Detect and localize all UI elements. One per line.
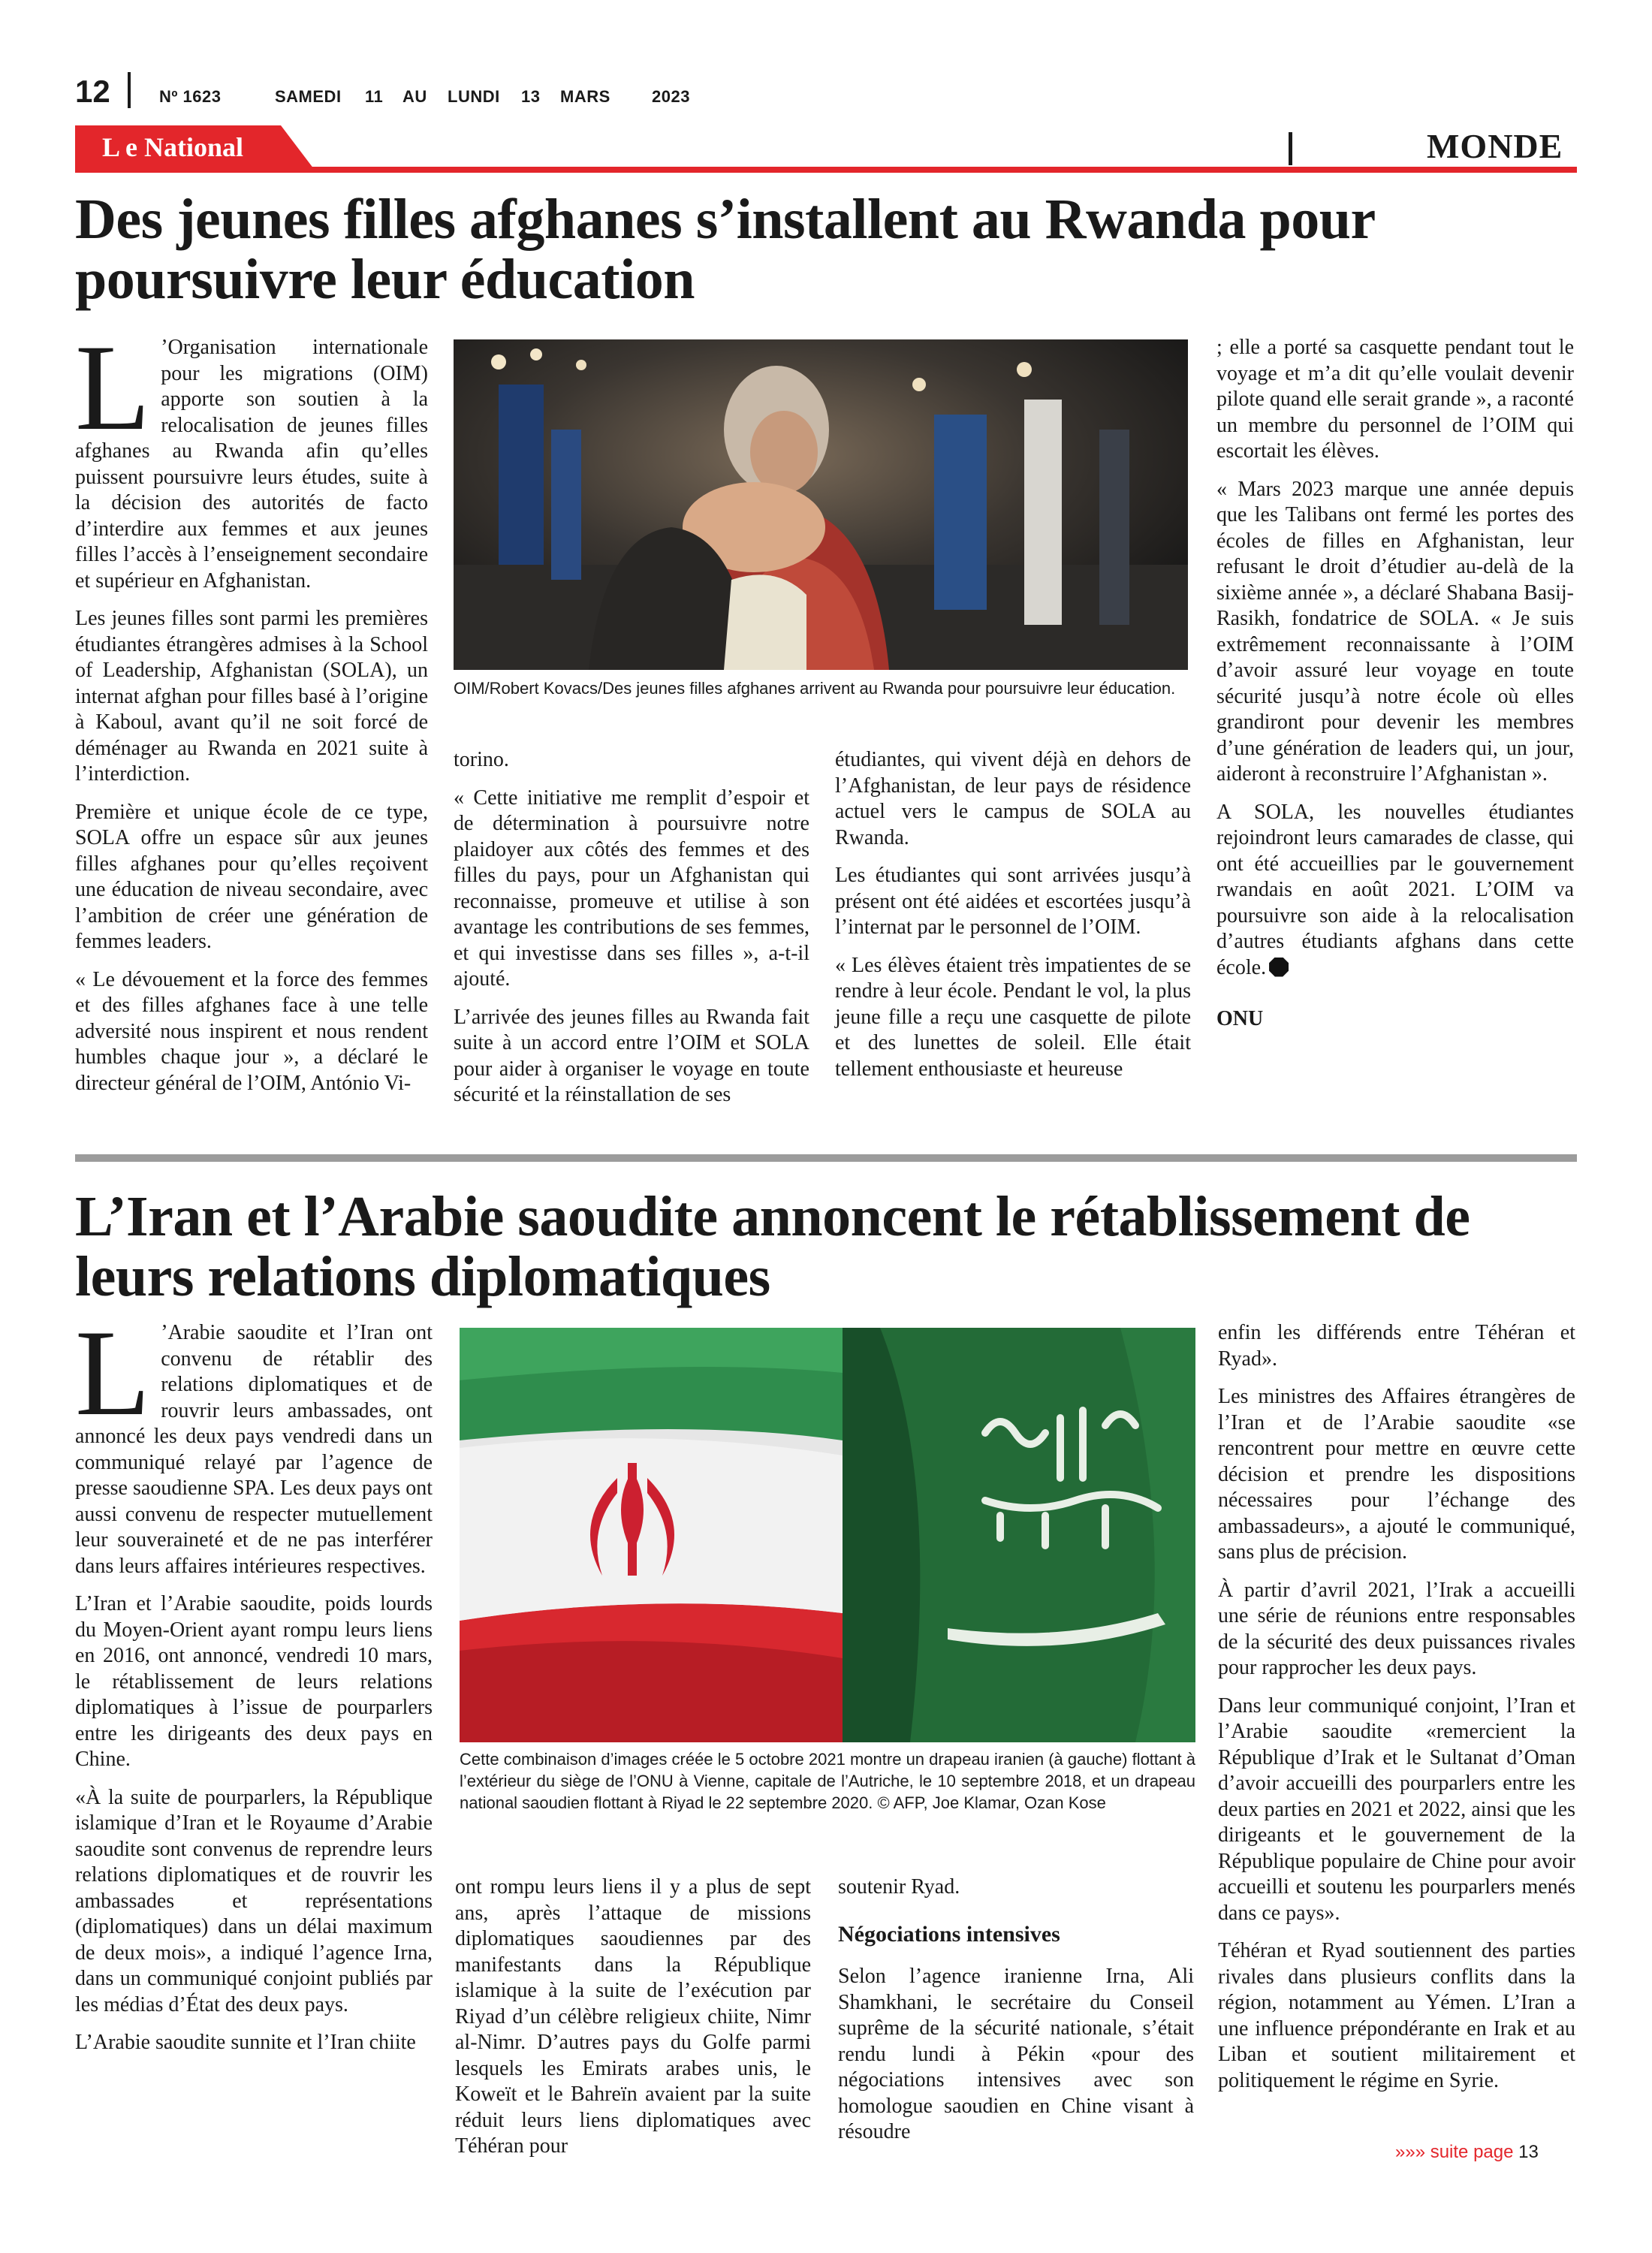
article2-col1-p3: «À la suite de pourparlers, la République islamique d’Iran et le Royaume d’Arabie saoudite sont convenus de reprendre leurs relations diplomatiques et de rouvrir les ambassades et représentations (diplomatiques) dans un délai maximum de deux mois», a indiqué l’agence Irna, dans un communiqué conjoint publiés par les médias d’État des deux pays. [75,1785,433,2016]
article2-col1-p1: ’Arabie saoudite et l’Iran ont convenu de rétablir des relations diplomatiques et de rouvrir leurs ambassades, ont annoncé les deux pays vendredi dans un communiqué relayé par l’agence de presse saoudienne SPA. Les deux pays ont aussi convenu de respecter mutuellement leur souveraineté et de ne pas interférer dans leurs affaires intérieures respectives. [75,1321,433,1578]
header-divider [128,72,131,108]
article1-headline [75,189,1577,309]
article2-col3-intro: soutenir Ryad. [838,1875,960,1899]
end-mark-icon [1269,958,1289,977]
article1-col2-p2: « Cette initiative me remplit d’espoir et de détermination à poursuivre notre plaidoyer aux côtés des femmes et des filles du pays, pour un Afghanistan qui reconnaisse, promeuve et utilise à son avantage les contributions de ses femmes, et qui investisse dans ses filles », a-t-il ajouté. [454,786,809,991]
section-title: MONDE [1427,127,1563,165]
header-rule [75,167,1577,173]
article1-caption: OIM/Robert Kovacs/Des jeunes filles afghanes arrivent au Rwanda pour poursuivre leur éducation. [454,679,1176,698]
photo-afghan-girls-image [454,339,1188,670]
article1-col4-p1: ; elle a porté sa casquette pendant tout le voyage et m’a dit qu’elle voulait devenir pilote quand elle serait grande », a raconté un membre du personnel de l’OIM qui escortait les élèves. [1216,336,1574,463]
article2-title-line1: L’Iran et l’Arabie saoudite annoncent le rétablissement de [75,1185,1470,1248]
article1-signature: ONU [1216,1007,1264,1030]
date-day1: SAMEDI [275,87,342,106]
article1-column-1 [75,320,428,1108]
article2-column-1 [75,1305,433,2068]
article1-column-2 [454,747,809,1120]
date-num1: 11 [365,87,384,106]
article1-title-line1: Des jeunes filles afghanes s’installent au Rwanda pour [75,188,1376,251]
article2-title-line2: leurs relations diplomatiques [75,1245,770,1308]
article1-col4-p3: A SOLA, les nouvelles étudiantes rejoindront leurs camarades de classe, qui ont été accueillies par le gouvernement rwandais en août 2021. L’OIM va poursuivre son aide à la relocalisation d’autres étudiants afghans dans cette école. [1216,800,1574,979]
article1-col4-p2: « Mars 2023 marque une année depuis que les Talibans ont fermé les portes des écoles de filles en Afghanistan, leur refusant le droit d’étudier au-delà de la sixième année », a déclaré Shabana Basij-Rasikh, fondatrice de SOLA. « Je suis extrêmement reconnaissante à l’OIM d’avoir assuré leur voyage en toute sécurité jusqu’à notre école où elles grandiront pour devenir les membres d’une génération de leaders qui, un jour, aideront à reconstruire l’Afghanistan ». [1216,477,1574,786]
article2-col3-p1: Selon l’agence iranienne Irna, Ali Shamkhani, le secrétaire du Conseil suprême de la sécurité nationale, s’était rendu lundi à Pékin «pour des négociations intensives avec son homologue saoudien en Chine visant à résoudre [838,1965,1194,2143]
article1-dropcap: L [75,320,151,456]
article1-column-4 [1216,335,1574,1033]
article2-caption: Cette combinaison d’images créée le 5 octobre 2021 montre un drapeau iranien (à gauche) flottant à l’extérieur du siège de l’ONU à Vienne, capitale de l’Autriche, le 10 septembre 2018, et un drapeau national saoudien flottant à Riyad le 22 septembre 2020. © AFP, Joe Klamar, Ozan Kose [460,1750,1195,1812]
article2-col4-p1: enfin les différends entre Téhéran et Ryad». [1218,1321,1575,1371]
issue-number: Nº 1623 [159,87,222,106]
article2-col4-p2: Les ministres des Affaires étrangères de l’Iran et de l’Arabie saoudite «se rencontrent pour mettre en œuvre cette décision et prendre les dispositions nécessaires pour l’échange des ambassadeurs», a ajouté le communiqué, sans plus de précision. [1218,1385,1575,1564]
article1-col1-p4: « Le dévouement et la force des femmes et des filles afghanes face à une telle adversité nous inspirent et nous rendent humbles chaque jour », a déclaré le directeur général de l’OIM, António Vi- [75,967,428,1095]
photo-flags-image [460,1328,1195,1742]
article1-column-3 [835,747,1191,1094]
date-year: 2023 [652,87,690,106]
article2-subhead: Négociations intensives [838,1921,1060,1947]
article1-col1-p3: Première et unique école de ce type, SOLA offre un espace sûr aux jeunes filles afghanes pour qu’elles reçoivent une éducation de niveau secondaire, avec l’ambition de créer une génération de femmes leaders. [75,800,428,953]
continued-page: 13 [1518,2142,1539,2162]
date-day2: LUNDI [448,87,500,106]
article1-col1-p1: ’Organisation internationale pour les migrations (OIM) apporte son soutien à la relocalisation de jeunes filles afghanes au Rwanda afin qu’elles puissent poursuivre leurs études, suite à la décision des autorités de facto d’interdire aux femmes et aux jeunes filles l’accès à l’enseignement secondaire et supérieur en Afghanistan. [75,336,428,593]
photo-afghan-girls [454,339,1188,670]
article1-col3-p2: Les étudiantes qui sont arrivées jusqu’à présent ont été aidées et escortées jusqu’à l’internat par le personnel de l’OIM. [835,864,1191,939]
continued-label: »»» suite page [1395,2142,1514,2162]
article2-col2-p1: ont rompu leurs liens il y a plus de sept ans, après l’attaque de missions diplomatiques saoudiennes par des manifestants dans la République islamique à la suite de l’exécution par Riyad d’un célèbre religieux chiite, Nimr al-Nimr. D’autres pays du Golfe parmi lesquels les Emirats arabes unis, le Koweït et le Bahreïn avaient par la suite réduit leurs liens diplomatiques avec Téhéran pour [455,1875,811,2158]
page-number: 12 [75,74,110,109]
article1-col2-p1: torino. [454,748,509,771]
article2-col4-p4: Dans leur communiqué conjoint, l’Iran et l’Arabie saoudite «remercient la République d’Irak et le Sultanat d’Oman d’avoir accueilli des pourparlers entre les deux parties en 2021 et 2022, ainsi que les dirigeants et le gouvernement de la République populaire de Chine pour avoir accueilli et soutenu les pourparlers menés dans ce pays». [1218,1694,1575,1925]
brand-name: L e National [102,132,244,162]
article2-column-3 [838,1874,1194,2158]
article2-column-4 [1218,1320,1575,2106]
article2-col4-p3: À partir d’avril 2021, l’Irak a accueilli une série de réunions entre responsables de la sécurité des deux puissances rivales pour rapprocher les deux pays. [1218,1578,1575,1679]
article2-col1-p4: L’Arabie saoudite sunnite et l’Iran chiite [75,2031,416,2054]
article2-col1-p2: L’Iran et l’Arabie saoudite, poids lourds du Moyen-Orient ayant rompu leurs liens en 2016, ont annoncé, vendredi 10 mars, le rétablissement de leurs relations diplomatiques à l’issue de pourparlers entre les dirigeants des deux pays en Chine. [75,1592,433,1771]
date-au: AU [402,87,427,106]
article1-col1-p2: Les jeunes filles sont parmi les premières étudiantes étrangères admises à la School of Leadership, Afghanistan (SOLA), un internat afghan pour filles basé à l’origine à Kaboul, avant qu’il ne soit forcé de déménager au Rwanda en 2021 suite à l’interdiction. [75,607,428,786]
article1-col2-p3: L’arrivée des jeunes filles au Rwanda fait suite à un accord entre l’OIM et SOLA pour aider à organiser le voyage en toute sécurité et la réinstallation de ses [454,1005,809,1106]
article2-column-2 [455,1874,811,2172]
article1-col3-p1: étudiantes, qui vivent déjà en dehors de l’Afghanistan, de leur pays de résidence actuel vers le campus de SOLA au Rwanda. [835,748,1191,849]
article2-headline [75,1187,1577,1307]
continued-link[interactable] [1395,2142,1539,2163]
article1-title-line2: poursuivre leur éducation [75,248,695,311]
section-divider [1289,132,1292,165]
date-num2: 13 [521,87,541,106]
article2-col4-p5: Téhéran et Ryad soutiennent des parties rivales dans plusieurs conflits dans la région, notamment au Yémen. L’Iran a une influence prépondérante en Irak et au Liban et soutient militairement et politiquement le régime en Syrie. [1218,1939,1575,2092]
article-separator [75,1154,1577,1162]
photo-flags [460,1328,1195,1742]
article2-dropcap: L [75,1305,151,1441]
date-month: MARS [560,87,610,106]
article1-col3-p3: « Les élèves étaient très impatientes de se rendre à leur école. Pendant le vol, la plus jeune fille a reçu une casquette de pilote et des lunettes de soleil. Elle était tellement enthousiaste et heureuse [835,953,1191,1081]
